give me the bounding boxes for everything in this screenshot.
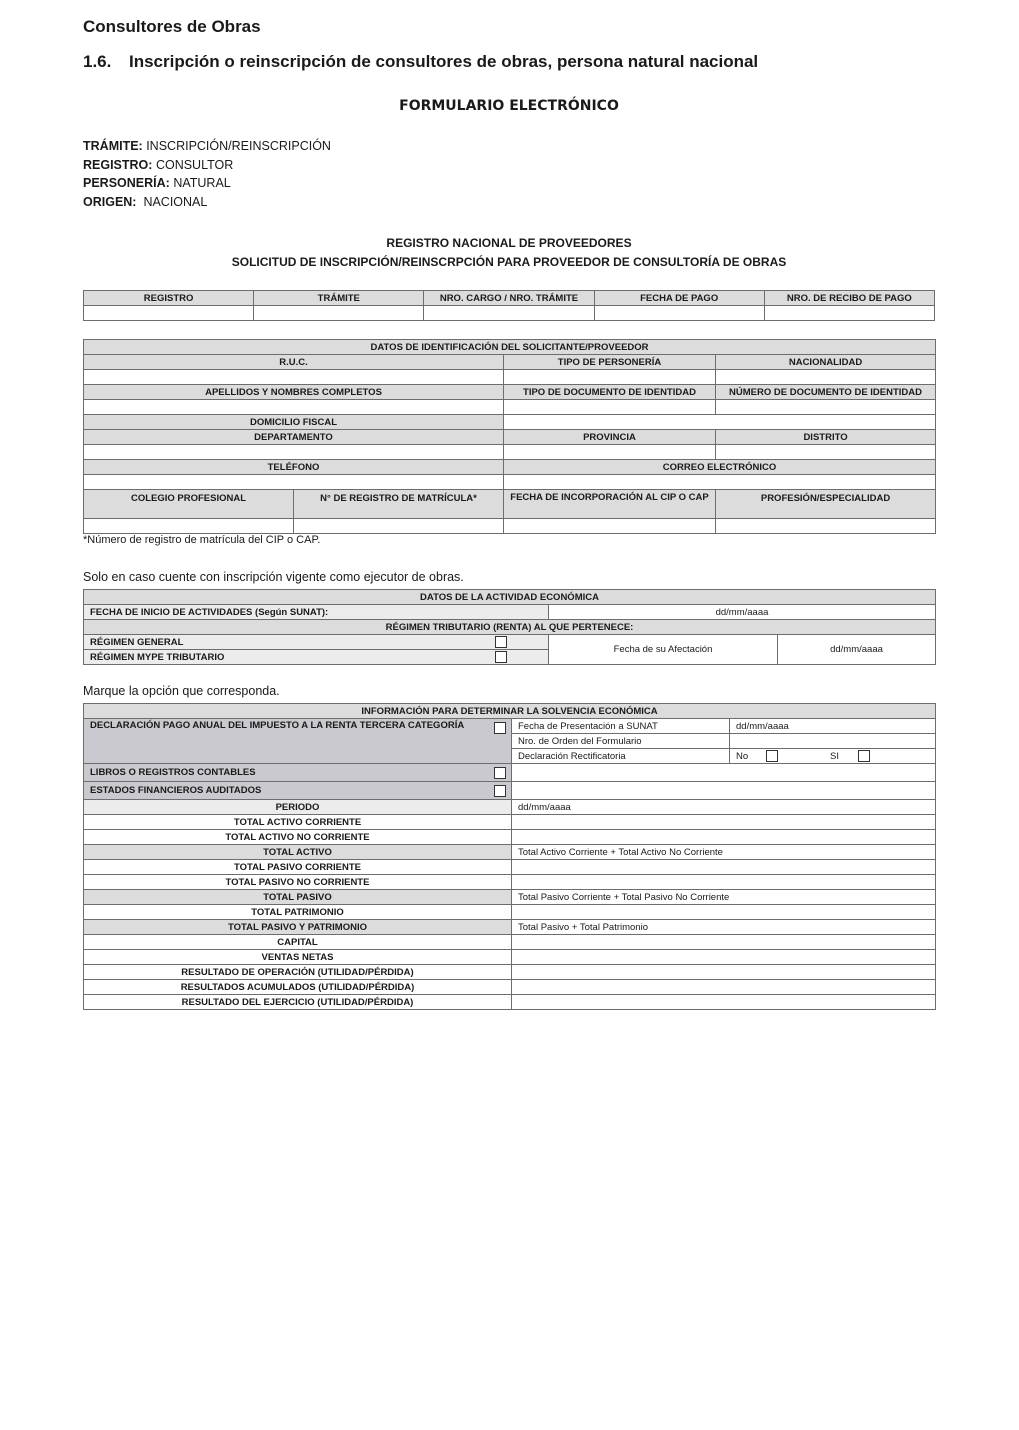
solvency-intro: Marque la opción que corresponda. bbox=[83, 684, 280, 698]
total-pasivo-no-corriente-field[interactable] bbox=[512, 875, 936, 890]
correo-field[interactable] bbox=[504, 475, 936, 490]
total-pasivo-patrimonio-field[interactable]: Total Pasivo + Total Patrimonio bbox=[512, 920, 936, 935]
estados-checkbox[interactable] bbox=[494, 785, 506, 797]
nro-orden-field[interactable] bbox=[730, 734, 936, 749]
profesion-field[interactable] bbox=[716, 519, 936, 534]
distrito-field[interactable] bbox=[716, 445, 936, 460]
total-activo-field[interactable]: Total Activo Corriente + Total Activo No Corriente bbox=[512, 845, 936, 860]
form-title: FORMULARIO ELECTRÓNICO bbox=[399, 98, 619, 114]
regimen-mype-checkbox[interactable] bbox=[495, 651, 507, 663]
total-patrimonio-field[interactable] bbox=[512, 905, 936, 920]
meta-row: TRÁMITE: INSCRIPCIÓN/REINSCRIPCIÓN bbox=[83, 139, 331, 153]
nro-recibo-field[interactable] bbox=[764, 306, 934, 321]
ventas-netas-field[interactable] bbox=[512, 950, 936, 965]
fecha-cip-field[interactable] bbox=[504, 519, 716, 534]
telefono-field[interactable] bbox=[84, 475, 504, 490]
nacionalidad-field[interactable] bbox=[716, 370, 936, 385]
numero-documento-field[interactable] bbox=[716, 400, 936, 415]
meta-row: PERSONERÍA: NATURAL bbox=[83, 176, 231, 190]
section-number: 1.6. bbox=[83, 52, 112, 71]
meta-row: ORIGEN: NACIONAL bbox=[83, 194, 208, 209]
regimen-general-checkbox[interactable] bbox=[495, 636, 507, 648]
fecha-afectacion-field[interactable]: dd/mm/aaaa bbox=[778, 635, 936, 665]
estados-field[interactable] bbox=[512, 782, 936, 800]
fecha-pago-field[interactable] bbox=[594, 306, 764, 321]
registry-title: REGISTRO NACIONAL DE PROVEEDORES SOLICITUD DE INSCRIPCIÓN/REINSCRPCIÓN PARA PROVEEDOR DE CONSULTORÍA DE OBRAS bbox=[231, 236, 787, 269]
tramite-field[interactable] bbox=[254, 306, 424, 321]
meta-block bbox=[83, 137, 331, 211]
libros-checkbox[interactable] bbox=[494, 767, 506, 779]
meta-row: REGISTRO: CONSULTOR bbox=[83, 157, 234, 172]
domicilio-field[interactable] bbox=[504, 415, 936, 430]
activity-intro: Solo en caso cuente con inscripción vigente como ejecutor de obras. bbox=[83, 570, 464, 584]
total-activo-corriente-field[interactable] bbox=[512, 815, 936, 830]
rectificatoria-no-checkbox[interactable] bbox=[766, 750, 778, 762]
solvency-table: INFORMACIÓN PARA DETERMINAR LA SOLVENCIA ECONÓMICA DECLARACIÓN PAGO ANUAL DEL IMPUESTO A LA RENTA TERCERA CATEGORÍA Fecha de Presentación a SUNAT dd/mm/aaaa Nro. de Orden del Formulario Declaración Rectificatoria No SI LIBROS O REGISTROS CONTABLES ESTADOS FINANCIEROS AUDITADOS PERIODO dd/mm/aaaa TOTAL ACTIVO CORRIENTE TOTAL ACTIVO NO CORRIENTE TOTAL ACTIVO Total Activo Corriente + Total Activo No Corriente TOTAL PASIVO CORRIENTE TOTAL PASIVO NO CORRIENTE TOTAL PASIVO Total Pasivo Corriente + Total Pasivo No Corriente TOTAL PATRIMONIO TOTAL PASIVO Y PATRIMONIO Total Pasivo + Total Patrimonio CAPITAL VENTAS NETAS RESULTADO DE OPERACIÓN (UTILIDAD/PÉRDIDA) RESULTADOS ACUMULADOS (UTILIDAD/PÉRDIDA) RESULTADO DEL EJERCICIO (UTILIDAD/PÉRDIDA) bbox=[83, 703, 936, 1010]
resultado-operacion-field[interactable] bbox=[512, 965, 936, 980]
fecha-presentacion-field[interactable]: dd/mm/aaaa bbox=[730, 719, 936, 734]
resultados-acumulados-field[interactable] bbox=[512, 980, 936, 995]
section-title bbox=[83, 52, 758, 72]
economic-activity-table: DATOS DE LA ACTIVIDAD ECONÓMICA FECHA DE INICIO DE ACTIVIDADES (Según SUNAT): dd/mm/aaaa RÉGIMEN TRIBUTARIO (RENTA) AL QUE PERTENECE: RÉGIMEN GENERAL Fecha de su Afectación dd/mm/aaaa RÉGIMEN MYPE TRIBUTARIO bbox=[83, 589, 936, 665]
provincia-field[interactable] bbox=[504, 445, 716, 460]
section-title-text: Inscripción o reinscripción de consultores de obras, persona natural nacional bbox=[129, 52, 759, 71]
registro-field[interactable] bbox=[84, 306, 254, 321]
resultado-ejercicio-field[interactable] bbox=[512, 995, 936, 1010]
declaracion-checkbox[interactable] bbox=[494, 722, 506, 734]
registry-header-table: REGISTRO TRÁMITE NRO. CARGO / NRO. TRÁMITE FECHA DE PAGO NRO. DE RECIBO DE PAGO bbox=[83, 290, 935, 321]
identification-table: DATOS DE IDENTIFICACIÓN DEL SOLICITANTE/PROVEEDOR R.U.C. TIPO DE PERSONERÍA NACIONALIDAD APELLIDOS Y NOMBRES COMPLETOS TIPO DE DOCUMENTO DE IDENTIDAD NÚMERO DE DOCUMENTO DE IDENTIDAD DOMICILIO FISCAL DEPARTAMENTO PROVINCIA DISTRITO TELÉFONO CORREO ELECTRÓNICO COLEGIO PROFESIONAL N° DE REGISTRO DE MATRÍCULA* FECHA DE INCORPORACIÓN AL CIP O CAP PROFESIÓN/ESPECIALIDAD bbox=[83, 339, 936, 534]
nro-cargo-field[interactable] bbox=[424, 306, 594, 321]
chapter-title: Consultores de Obras bbox=[83, 17, 261, 36]
total-activo-no-corriente-field[interactable] bbox=[512, 830, 936, 845]
matricula-field[interactable] bbox=[294, 519, 504, 534]
tipo-personeria-field[interactable] bbox=[504, 370, 716, 385]
ruc-field[interactable] bbox=[84, 370, 504, 385]
matricula-note: *Número de registro de matrícula del CIP o CAP. bbox=[83, 534, 321, 546]
colegio-field[interactable] bbox=[84, 519, 294, 534]
total-pasivo-corriente-field[interactable] bbox=[512, 860, 936, 875]
total-pasivo-field[interactable]: Total Pasivo Corriente + Total Pasivo No Corriente bbox=[512, 890, 936, 905]
libros-field[interactable] bbox=[512, 764, 936, 782]
nombres-field[interactable] bbox=[84, 400, 504, 415]
departamento-field[interactable] bbox=[84, 445, 504, 460]
capital-field[interactable] bbox=[512, 935, 936, 950]
rectificatoria-si-checkbox[interactable] bbox=[858, 750, 870, 762]
periodo-field[interactable]: dd/mm/aaaa bbox=[512, 800, 936, 815]
fecha-inicio-field[interactable]: dd/mm/aaaa bbox=[549, 605, 936, 620]
tipo-documento-field[interactable] bbox=[504, 400, 716, 415]
